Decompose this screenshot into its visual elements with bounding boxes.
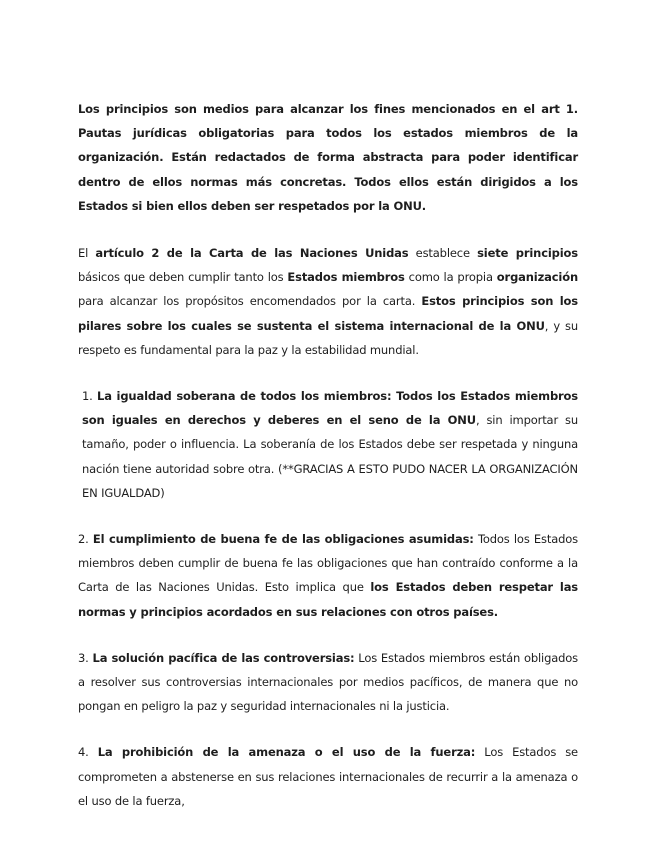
text-run: Los Estados miembros están obligados a resolver sus controversias internacionales por medios pacíficos, de manera que no pongan en peligro la paz y seguridad internacionales ni la justicia.	[78, 650, 578, 714]
paragraph-principle-2	[78, 527, 578, 624]
text-run: , sin importar su tamaño, poder o influencia. La soberanía de los Estados debe ser respetada y ninguna nación tiene autoridad sobre otra. (**GRACIAS A ESTO PUDO NACER LA ORGANIZACIÓN EN IGUALDAD)	[82, 413, 578, 500]
principle-title: La solución pacífica de las controversias:	[92, 650, 355, 665]
paragraph-article-2	[78, 241, 578, 362]
list-number: 3.	[78, 650, 93, 665]
paragraph-principle-3	[78, 646, 578, 719]
text-run: El	[78, 246, 96, 261]
text-run-bold: organización	[496, 270, 578, 285]
text-run: Los Estados se comprometen a abstenerse en sus relaciones internacionales de recurrir a la amenaza o el uso de la fuerza,	[78, 745, 578, 808]
principle-title: La prohibición de la amenaza o el uso de la fuerza:	[97, 745, 476, 760]
text-run-bold: los Estados deben respetar las normas y principios acordados en sus relaciones con otros países.	[78, 580, 578, 619]
text-run: Todos los Estados miembros deben cumplir de buena fe las obligaciones que han contraído conforme a la Carta de las Naciones Unidas. Esto implica que	[78, 532, 578, 595]
list-number: 1.	[82, 389, 98, 404]
principle-title: El cumplimiento de buena fe de las obligaciones asumidas:	[92, 532, 474, 547]
list-number: 2.	[78, 532, 93, 547]
text-run: para alcanzar los propósitos encomendados por la carta.	[78, 294, 422, 309]
text-run-bold: Estados miembros	[287, 270, 405, 285]
text-run-bold: artículo 2 de la Carta de las Naciones Unidas	[95, 246, 409, 261]
paragraph-intro	[78, 97, 578, 218]
paragraph-principle-1	[78, 384, 578, 505]
text-run-bold: Estos principios son los pilares sobre los cuales se sustenta el sistema internacional de la ONU	[78, 294, 578, 333]
text-run: como la propia	[404, 270, 497, 285]
paragraph-principle-4	[78, 740, 578, 813]
list-number: 4.	[78, 745, 98, 760]
text-run: básicos que deben cumplir tanto los	[78, 270, 288, 285]
text-run: , y su respeto es fundamental para la paz y la estabilidad mundial.	[78, 318, 578, 357]
principle-title: La igualdad soberana de todos los miembros: Todos los Estados miembros son iguales en derechos y deberes en el seno de la ONU	[82, 389, 578, 428]
intro-text: Los principios son medios para alcanzar los fines mencionados en el art 1. Pautas jurídicas obligatorias para todos los estados miembros de la organización. Están redactados de forma abstracta para poder identificar dentro de ellos normas más concretas. Todos ellos están dirigidos a los Estados si bien ellos deben ser respetados por la ONU.	[78, 102, 578, 213]
text-run-bold: siete principios	[477, 246, 578, 261]
text-run: establece	[408, 246, 478, 261]
